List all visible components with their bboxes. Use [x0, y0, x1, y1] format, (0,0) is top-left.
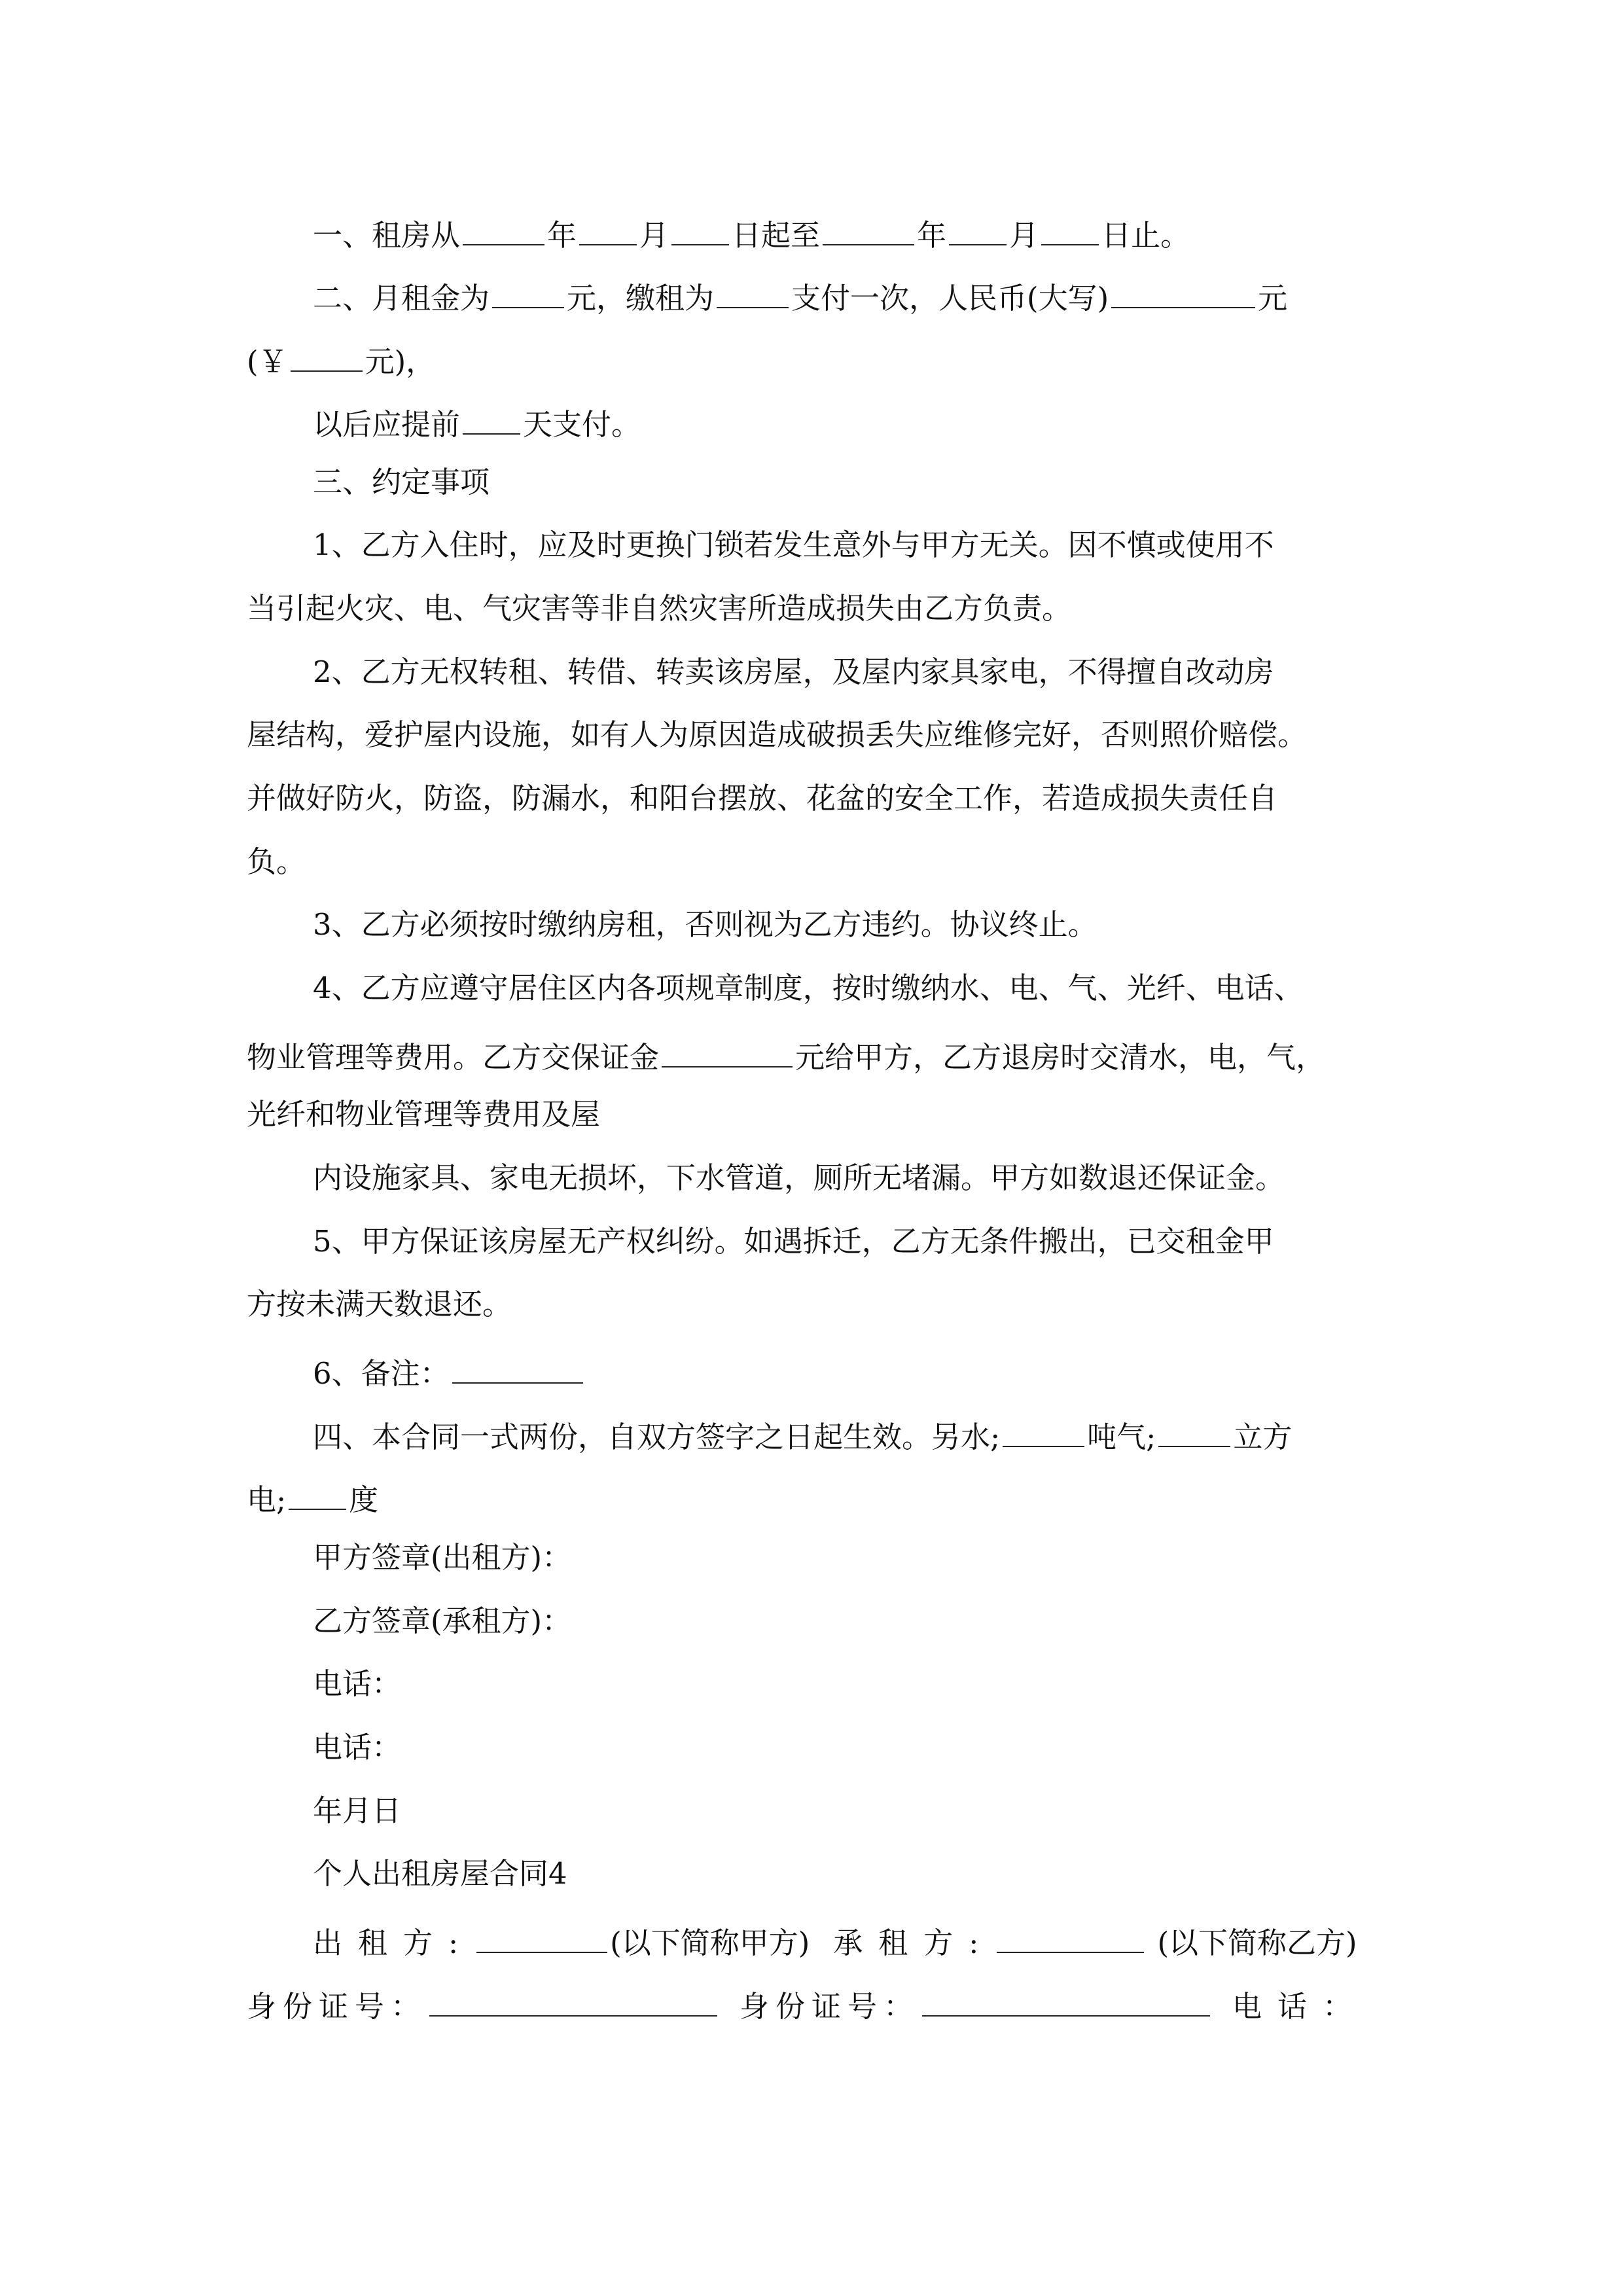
item-4-line-4: 内设施家具、家电无损坏，下水管道，厕所无堵漏。甲方如数退还保证金。 [313, 1160, 1285, 1195]
label-lessor: 出租方: [313, 1926, 474, 1960]
blank-electricity [289, 1479, 346, 1510]
blank-end-month [949, 215, 1007, 245]
blank-start-day [671, 215, 729, 245]
item-2-line-3: 并做好防火，防盗，防漏水，和阳台摆放、花盆的安全工作，若造成损失责任自 [247, 781, 1278, 816]
blank-start-year [463, 215, 544, 245]
label-lessor-note: (以下简称甲方) [610, 1926, 810, 1960]
clause-1-prefix: 一、租房从 [313, 218, 461, 253]
label-id-number-1: 身份证号： [247, 1989, 427, 2024]
blank-remarks [452, 1353, 583, 1384]
phone-2: 电话： [313, 1730, 402, 1765]
signature-party-b: 乙方签章(承租方)： [313, 1604, 572, 1638]
clause-4-line-2 [247, 1479, 378, 1515]
signature-party-a: 甲方签章(出租方)： [313, 1540, 572, 1575]
label-month: 月 [639, 218, 669, 253]
label-deposit: 物业管理等费用。乙方交保证金 [247, 1040, 660, 1075]
label-yuan-payment: 元，缴租为 [567, 281, 715, 315]
label-ton-gas: 吨气; [1087, 1420, 1156, 1454]
blank-end-day [1041, 215, 1099, 245]
label-deposit-rest: 元给甲方，乙方退房时交清水，电，气， [795, 1040, 1326, 1075]
blank-id-number-1 [429, 1986, 717, 2017]
clause-2-amount-figures [247, 341, 436, 379]
phone-1: 电话： [313, 1666, 402, 1701]
label-kwh: 度 [349, 1482, 379, 1517]
contract-4-parties [313, 1922, 1357, 1958]
item-6-remarks [313, 1353, 586, 1391]
item-2-line-2: 屋结构，爱护屋内设施，如有人为原因造成破损丢失应维修完好，否则照价赔偿。 [247, 717, 1308, 752]
blank-amount-figures [291, 341, 363, 372]
label-yuan: 元 [1258, 281, 1288, 315]
clause-2-advance-payment [313, 404, 641, 442]
blank-lessor [476, 1922, 607, 1953]
label-day-end: 日止。 [1101, 218, 1190, 253]
item-4-line-1: 4、乙方应遵守居住区内各项规章制度，按时缴纳水、电、气、光纤、电话、 [313, 971, 1304, 1005]
clause-2-prefix: 二、月租金为 [313, 281, 490, 315]
label-electricity: 电; [247, 1482, 287, 1517]
contract-4-title: 个人出租房屋合同4 [313, 1856, 567, 1891]
label-cubic: 立方 [1233, 1420, 1293, 1454]
label-lessee: 承租方: [833, 1926, 995, 1960]
label-id-number-2: 身份证号： [740, 1989, 920, 2024]
clause-4-line-1 [313, 1416, 1292, 1452]
item-2-line-1: 2、乙方无权转租、转借、转卖该房屋，及屋内家具家电，不得擅自改动房 [313, 655, 1274, 689]
label-year: 年 [547, 218, 577, 253]
label-advance: 以后应提前 [313, 407, 461, 442]
item-5-line-1: 5、甲方保证该房屋无产权纠纷。如遇拆迁，乙方无条件搬出，已交租金甲 [313, 1224, 1274, 1259]
blank-advance-days [463, 404, 520, 435]
blank-monthly-rent [492, 278, 564, 308]
blank-end-year [823, 215, 914, 245]
label-month-end: 月 [1009, 218, 1039, 253]
clause-4-prefix: 四、本合同一式两份，自双方签字之日起生效。另水; [313, 1420, 1001, 1454]
clause-1-rental-period [313, 215, 1190, 253]
item-4-line-3: 光纤和物业管理等费用及屋 [247, 1097, 601, 1132]
item-2-line-4: 负。 [247, 844, 306, 879]
blank-payment-period [717, 278, 789, 308]
label-yuan-close: 元)， [365, 344, 436, 379]
label-yen-open: (￥ [247, 344, 288, 379]
label-rmb-capital: 支付一次，人民币(大写) [791, 281, 1109, 315]
blank-rmb-capital [1111, 278, 1255, 308]
blank-deposit-amount [662, 1037, 793, 1067]
blank-gas [1158, 1416, 1230, 1447]
blank-lessee [997, 1922, 1144, 1953]
blank-start-month [579, 215, 637, 245]
blank-id-number-2 [922, 1986, 1210, 2017]
blank-water [1003, 1416, 1084, 1447]
label-day-from: 日起至 [732, 218, 821, 253]
label-days-pay: 天支付。 [523, 407, 641, 442]
item-1-line-1: 1、乙方入住时，应及时更换门锁若发生意外与甲方无关。因不慎或使用不 [313, 528, 1274, 562]
item-4-line-2 [247, 1037, 1326, 1075]
label-phone: 电话： [1232, 1989, 1368, 2024]
label-year-end: 年 [917, 218, 947, 253]
label-lessee-note: (以下简称乙方) [1157, 1926, 1357, 1960]
item-3: 3、乙方必须按时缴纳房租，否则视为乙方违约。协议终止。 [313, 907, 1097, 942]
contract-4-id-line [247, 1986, 1368, 2024]
clause-2-rent [313, 278, 1287, 313]
clause-3-title: 三、约定事项 [313, 465, 490, 499]
item-1-line-2: 当引起火灾、电、气灾害等非自然灾害所造成损失由乙方负责。 [247, 591, 1072, 626]
label-remarks: 6、备注： [313, 1356, 450, 1391]
sign-date: 年月日 [313, 1793, 402, 1828]
item-5-line-2: 方按未满天数退还。 [247, 1287, 512, 1321]
